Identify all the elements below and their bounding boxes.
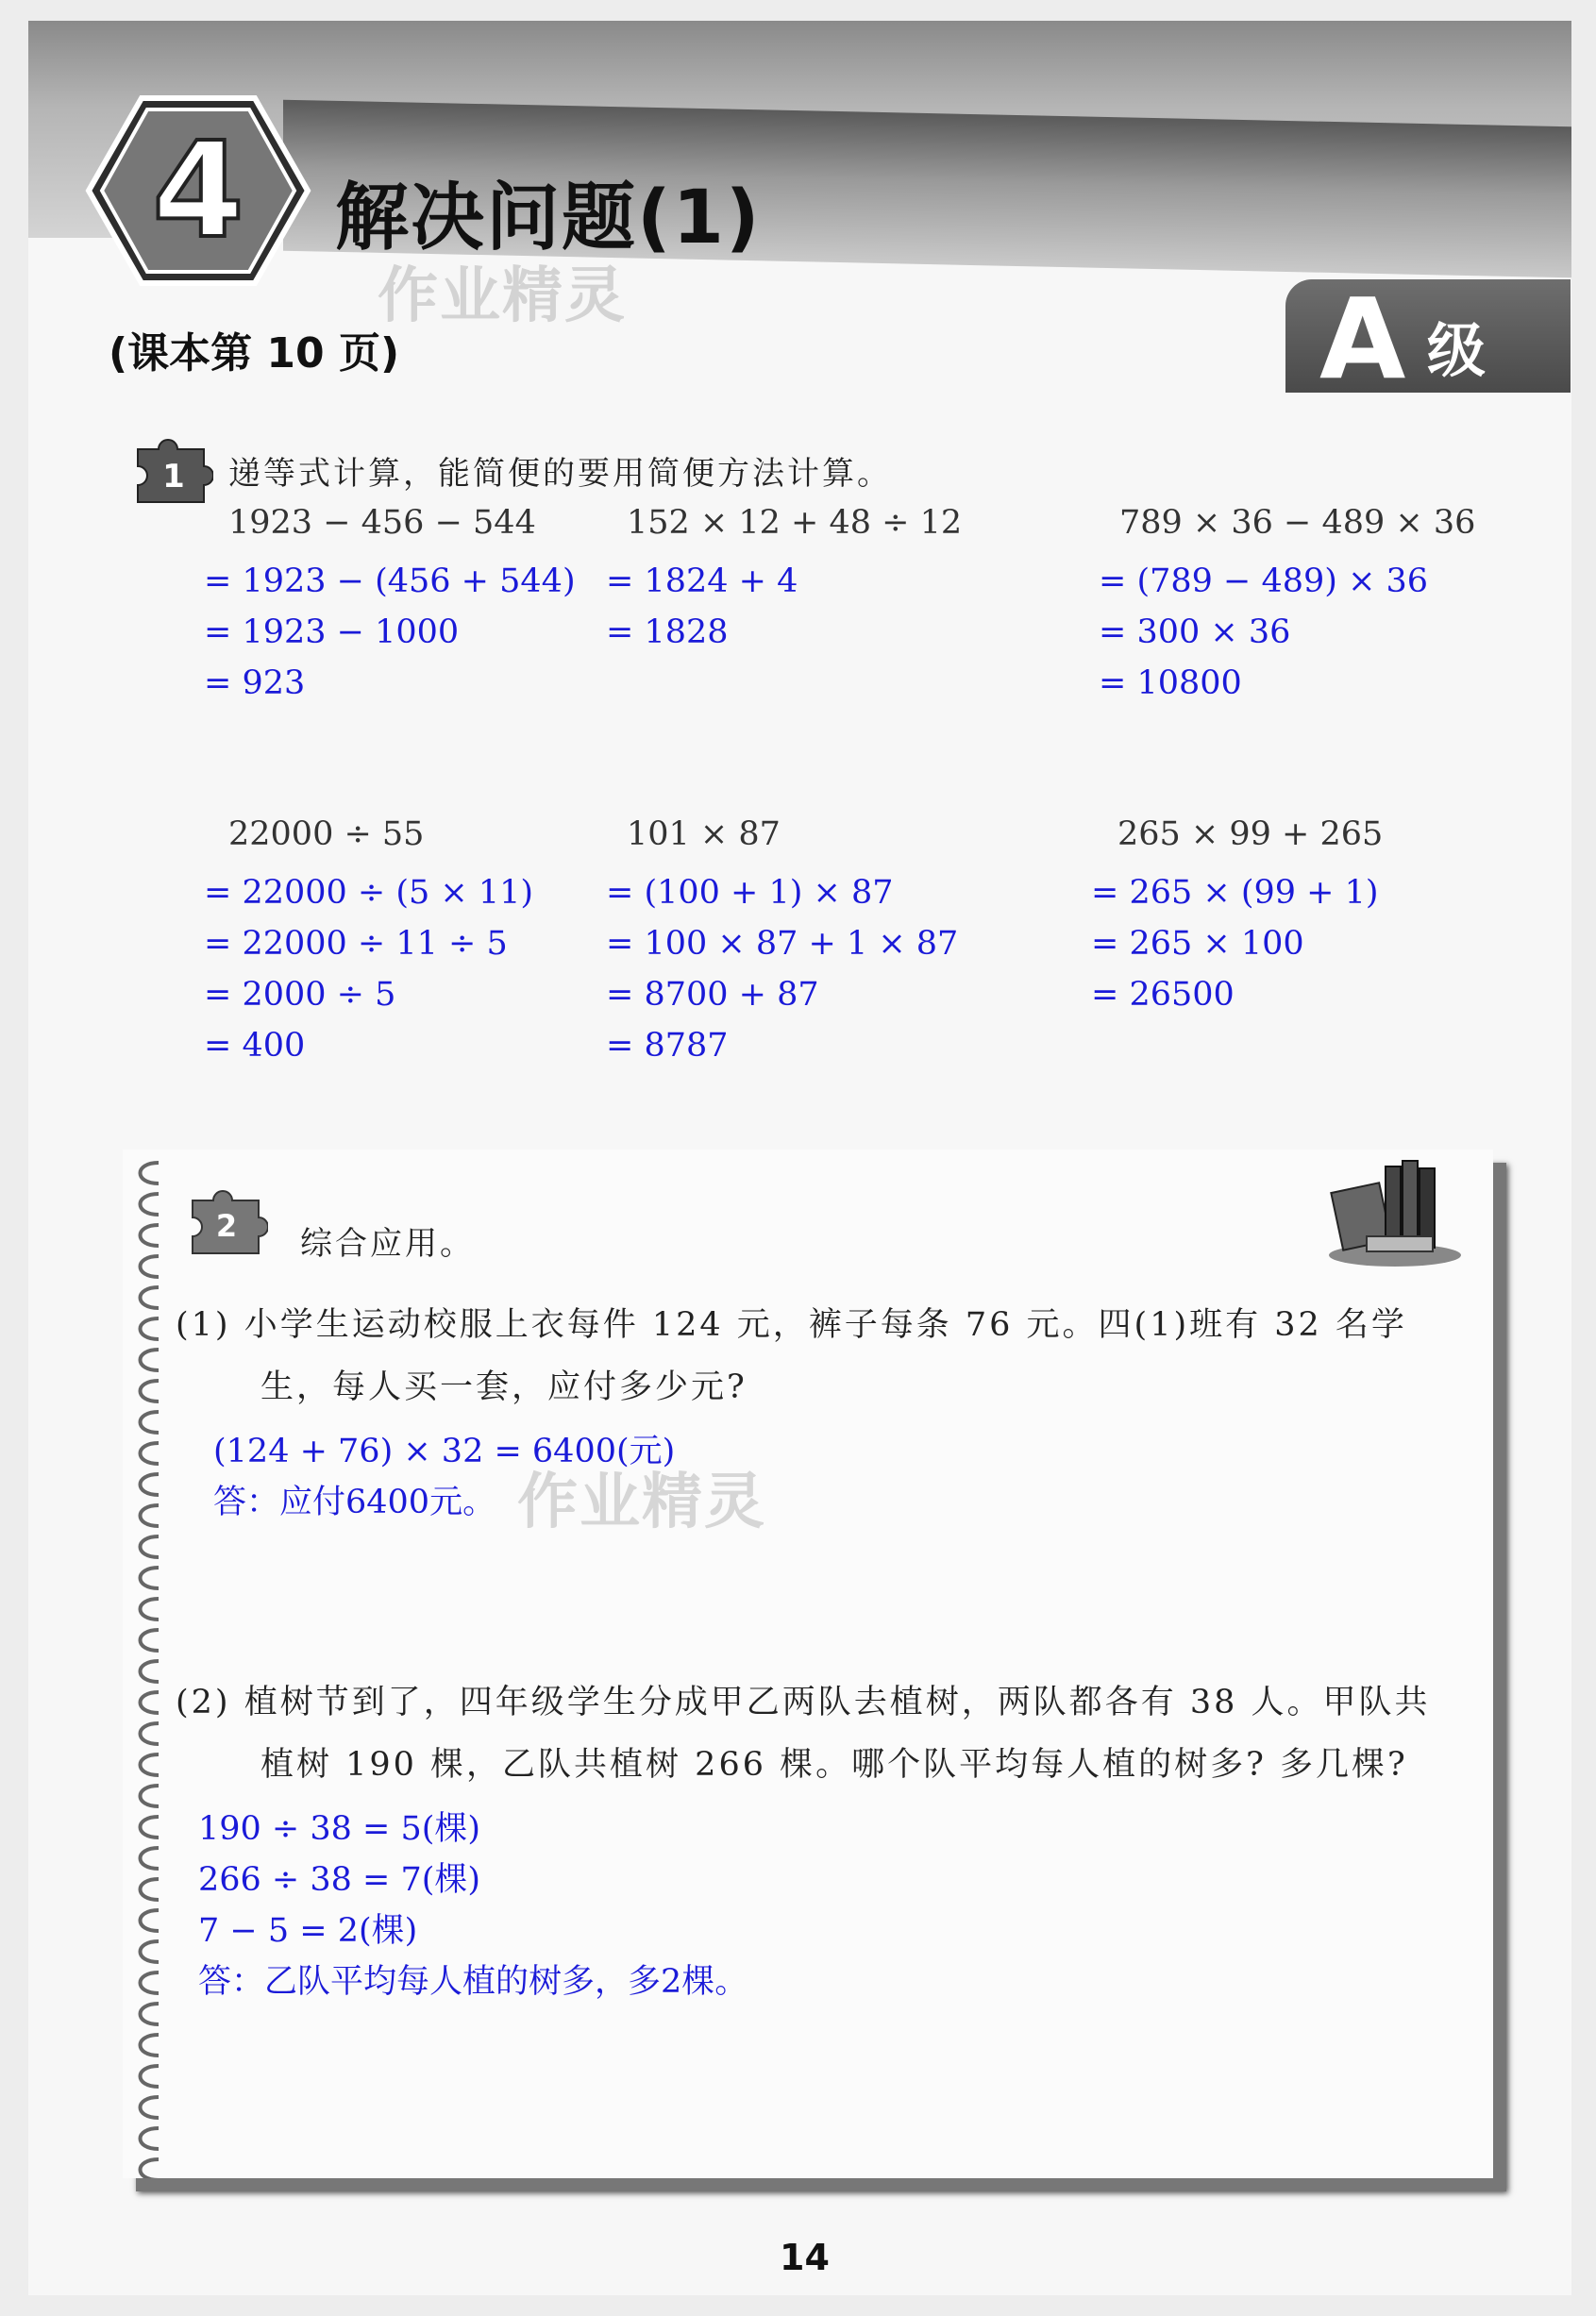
books-icon: [1319, 1150, 1470, 1272]
q1-step: = 8787: [606, 1027, 729, 1065]
q2-part1-answer: 答：应付6400元。: [213, 1484, 496, 1521]
q1-problem: 789 × 36 − 489 × 36: [1119, 504, 1476, 542]
q1-step: = 2000 ÷ 5: [204, 976, 396, 1014]
q1-step: = (100 + 1) × 87: [606, 874, 894, 912]
q1-step: = 300 × 36: [1099, 613, 1291, 651]
q1-problem: 101 × 87: [627, 815, 781, 853]
spiral-ring: [141, 2128, 160, 2149]
q2-part2-answer: 7 − 5 = 2(棵): [198, 1912, 418, 1950]
chapter-title: 解决问题(1): [335, 176, 762, 260]
q2-title: 综合应用。: [300, 1225, 475, 1263]
q1-problem: 265 × 99 + 265: [1117, 815, 1384, 853]
q1-step: = 22000 ÷ 11 ÷ 5: [204, 925, 508, 963]
spiral-ring: [141, 1412, 160, 1433]
q2-part2-line: 植树 190 棵，乙队共植树 266 棵。哪个队平均每人植的树多? 多几棵?: [260, 1746, 1408, 1784]
spiral-ring: [141, 1381, 160, 1401]
q2-part2-answer: 266 ÷ 38 = 7(棵): [198, 1861, 481, 1899]
spiral-ring: [141, 1443, 160, 1464]
spiral-ring: [141, 1599, 160, 1620]
q2-part2-line: (2) 植树节到了，四年级学生分成甲乙两队去植树，两队都各有 38 人。甲队共: [176, 1684, 1431, 1721]
puzzle-piece-icon: [132, 436, 213, 506]
spiral-ring: [141, 1163, 160, 1183]
spiral-binding: [130, 1150, 168, 2178]
spiral-ring: [141, 1568, 160, 1588]
q2-part1-line: 生，每人买一套，应付多少元?: [260, 1368, 748, 1406]
chapter-hexagon: [85, 94, 311, 288]
q1-step: = 1923 − 1000: [204, 613, 460, 651]
q1-step: = 400: [204, 1027, 306, 1065]
spiral-ring: [141, 1786, 160, 1806]
spiral-ring: [141, 1505, 160, 1526]
page-subtitle: (课本第 10 页): [109, 329, 400, 378]
spiral-ring: [141, 2004, 160, 2024]
q1-step: = 923: [204, 664, 306, 702]
spiral-ring: [141, 2066, 160, 2087]
spiral-ring: [141, 1194, 160, 1215]
spiral-ring: [141, 1350, 160, 1370]
q1-step: = 265 × (99 + 1): [1091, 874, 1379, 912]
q1-step: = 8700 + 87: [606, 976, 819, 1014]
q1-problem: 22000 ÷ 55: [228, 815, 425, 853]
q1-title: 递等式计算，能简便的要用简便方法计算。: [228, 455, 892, 493]
spiral-ring: [141, 2035, 160, 2056]
spiral-ring: [141, 1754, 160, 1775]
q2-part2-answer: 190 ÷ 38 = 5(棵): [198, 1810, 481, 1848]
q2-part1-answer: (124 + 76) × 32 = 6400(元): [213, 1433, 676, 1470]
spiral-ring: [141, 2097, 160, 2118]
watermark: 作业精灵: [378, 261, 627, 331]
chapter-number: 4: [152, 114, 244, 268]
q1-problem: 152 × 12 + 48 ÷ 12: [627, 504, 963, 542]
spiral-ring: [141, 1287, 160, 1308]
q1-step: = 1828: [606, 613, 729, 651]
spiral-ring: [141, 1225, 160, 1246]
q1-step: = 22000 ÷ (5 × 11): [204, 874, 534, 912]
spiral-ring: [141, 1723, 160, 1744]
q1-step: = (789 − 489) × 36: [1099, 562, 1429, 600]
spiral-ring: [141, 1972, 160, 1993]
q1-step: = 265 × 100: [1091, 925, 1304, 963]
spiral-ring: [141, 1474, 160, 1495]
q1-step: = 1824 + 4: [606, 562, 798, 600]
spiral-ring: [141, 2159, 160, 2178]
spiral-ring: [141, 1661, 160, 1682]
level-letter: A: [1319, 274, 1406, 404]
q2-part2-answer: 答：乙队平均每人植的树多，多2棵。: [198, 1963, 748, 2001]
q2-part1-line: (1) 小学生运动校服上衣每件 124 元，裤子每条 76 元。四(1)班有 32 名学: [176, 1306, 1407, 1344]
puzzle-piece-icon: [187, 1187, 268, 1257]
spiral-ring: [141, 1256, 160, 1277]
spiral-ring: [141, 1817, 160, 1838]
level-text: 级: [1427, 316, 1487, 385]
spiral-ring: [141, 1630, 160, 1651]
spiral-ring: [141, 1879, 160, 1900]
spiral-ring: [141, 1536, 160, 1557]
spiral-ring: [141, 1318, 160, 1339]
watermark: 作业精灵: [517, 1468, 766, 1537]
page-number: 14: [780, 2237, 830, 2278]
q1-number: 1: [162, 458, 185, 495]
q1-step: = 26500: [1091, 976, 1235, 1014]
spiral-ring: [141, 1941, 160, 1962]
q1-step: = 10800: [1099, 664, 1242, 702]
spiral-ring: [141, 1910, 160, 1931]
q1-step: = 1923 − (456 + 544): [204, 562, 576, 600]
spiral-ring: [141, 1848, 160, 1869]
q2-number: 2: [215, 1208, 238, 1244]
q1-problem: 1923 − 456 − 544: [228, 504, 536, 542]
spiral-ring: [141, 1692, 160, 1713]
q1-step: = 100 × 87 + 1 × 87: [606, 925, 959, 963]
